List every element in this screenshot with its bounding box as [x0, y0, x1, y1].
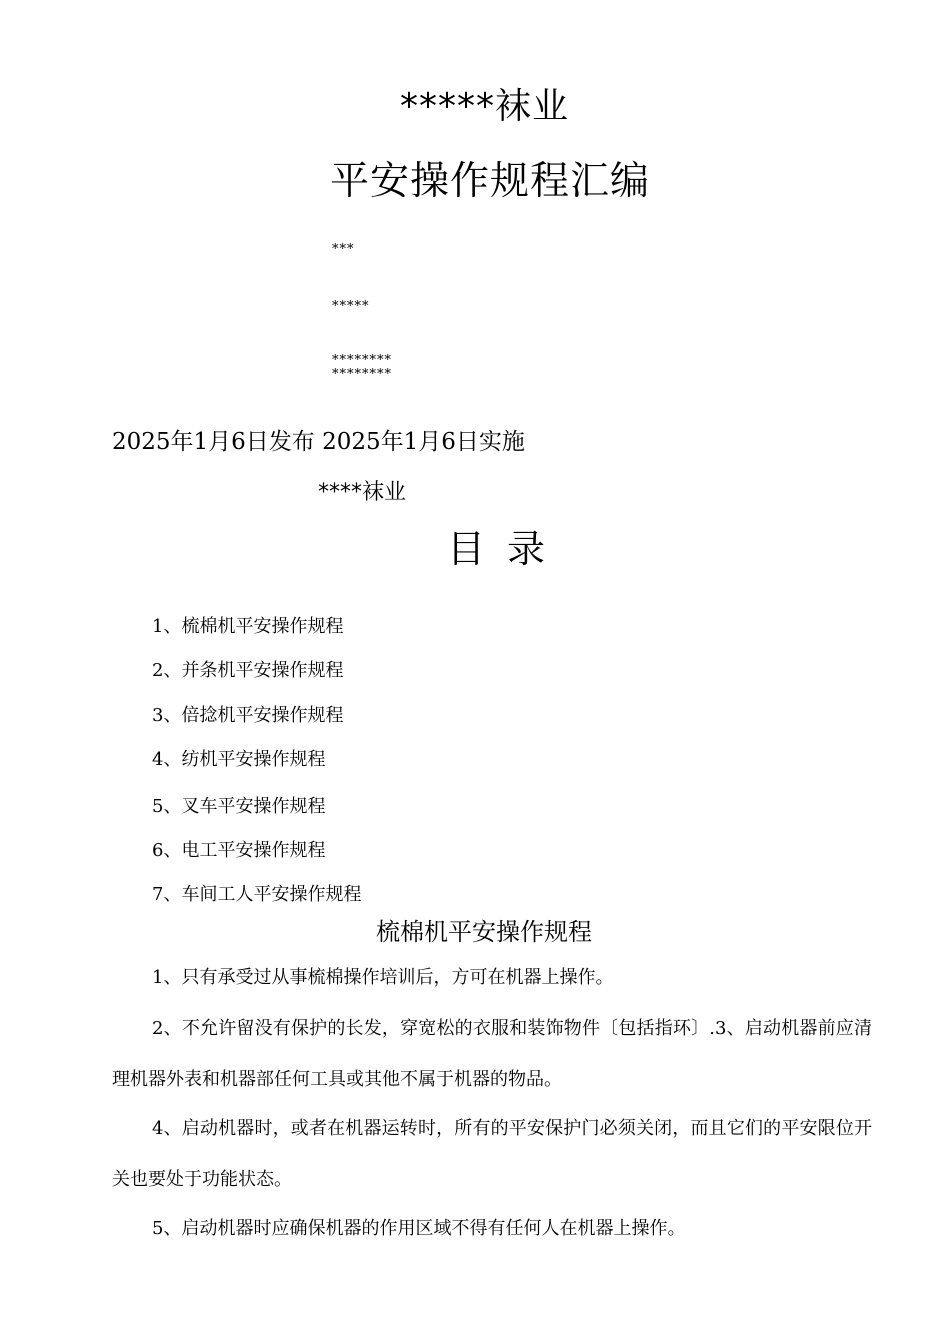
- paragraph: 5、启动机器时应确保机器的作用区域不得有任何人在机器上操作。: [152, 1218, 686, 1239]
- toc-item: 7、车间工人平安操作规程: [152, 884, 362, 905]
- company-name-secondary: ****袜业: [318, 480, 407, 505]
- toc-item: 4、纺机平安操作规程: [152, 749, 326, 770]
- paragraph: 1、只有承受过从事梳棉操作培训后，方可在机器上操作。: [152, 967, 614, 988]
- meta-line: ********: [332, 353, 392, 368]
- toc-item: 6、电工平安操作规程: [152, 840, 326, 861]
- paragraph: 2、不允许留没有保护的长发，穿宽松的衣服和装饰物件〔包括指环〕.3、启动机器前应清理机器外表和机器部任何工具或其他不属于机器的物品。: [112, 1018, 872, 1090]
- toc-title: 目录: [447, 527, 568, 571]
- meta-line: ***: [332, 242, 355, 257]
- toc-item: 2、并条机平安操作规程: [152, 660, 344, 681]
- section-title: 梳棉机平安操作规程: [376, 918, 592, 946]
- document-title: 平安操作规程汇编: [330, 159, 651, 204]
- toc-item: 1、梳棉机平安操作规程: [152, 616, 344, 637]
- toc-item: 3、倍捻机平安操作规程: [152, 705, 344, 726]
- meta-line: ********: [332, 367, 392, 382]
- company-name: *****袜业: [400, 86, 570, 127]
- paragraph: 4、启动机器时，或者在机器运转时，所有的平安保护门必须关闭，而且它们的平安限位开关也要处于功能状态。: [112, 1118, 872, 1190]
- meta-line: *****: [332, 299, 370, 314]
- publish-implement-dates: 2025年1月6日发布 2025年1月6日实施: [112, 429, 525, 455]
- toc-item: 5、叉车平安操作规程: [152, 796, 326, 817]
